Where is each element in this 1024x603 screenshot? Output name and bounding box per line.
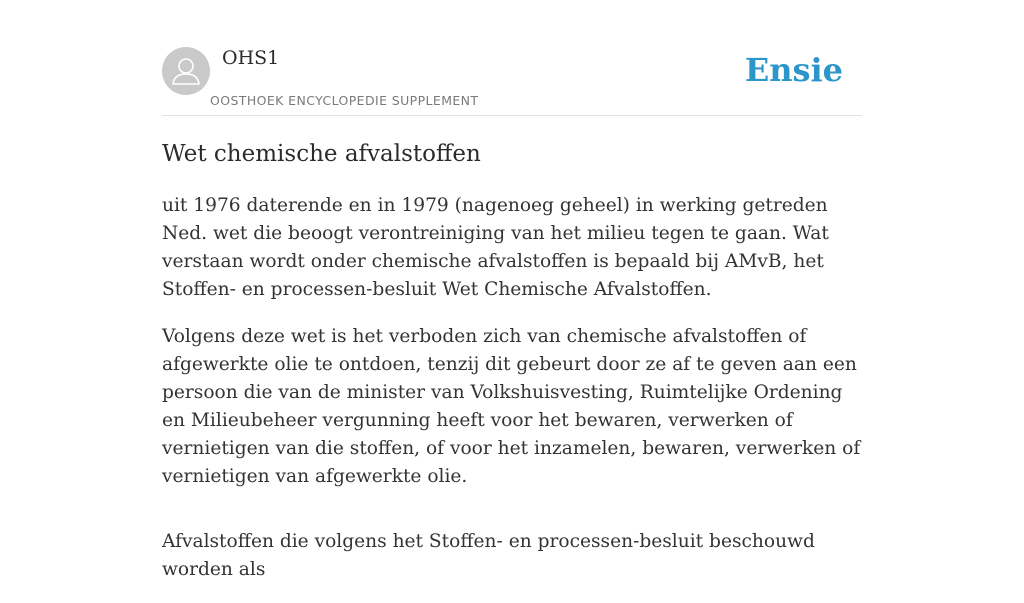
author-name[interactable]: OHS1 <box>222 47 280 69</box>
article-paragraph: Afvalstoffen die volgens het Stoffen- en processen-besluit beschouwd worden als <box>162 531 815 580</box>
user-avatar-icon[interactable] <box>162 47 210 95</box>
article-body <box>162 192 866 603</box>
source-label[interactable]: OOSTHOEK ENCYCLOPEDIE SUPPLEMENT <box>210 93 479 108</box>
article-paragraph: uit 1976 daterende en in 1979 (nagenoeg geheel) in werking getreden Ned. wet die beoogt verontreiniging van het milieu tegen te gaan. Wat verstaan wordt onder chemische afvalstoffen is bepaald bij AMvB, het Stoffen- en processen-besluit Wet Chemische Afvalstoffen. <box>162 195 829 300</box>
brand-logo[interactable]: Ensie <box>744 51 843 89</box>
article-paragraph: Volgens deze wet is het verboden zich van chemische afvalstoffen of afgewerkte olie te ontdoen, tenzij dit gebeurt door ze af te geven aan een persoon die van de minister van Volkshuisvesting, Ruimtelijke Ordening en Milieubeheer vergunning heeft voor het bewaren, verwerken of vernietigen van die stoffen, of voor het inzamelen, bewaren, verwerken of vernietigen van afgewerkte olie. <box>162 326 861 487</box>
header-divider <box>162 115 862 116</box>
article-title: Wet chemische afvalstoffen <box>162 141 481 167</box>
